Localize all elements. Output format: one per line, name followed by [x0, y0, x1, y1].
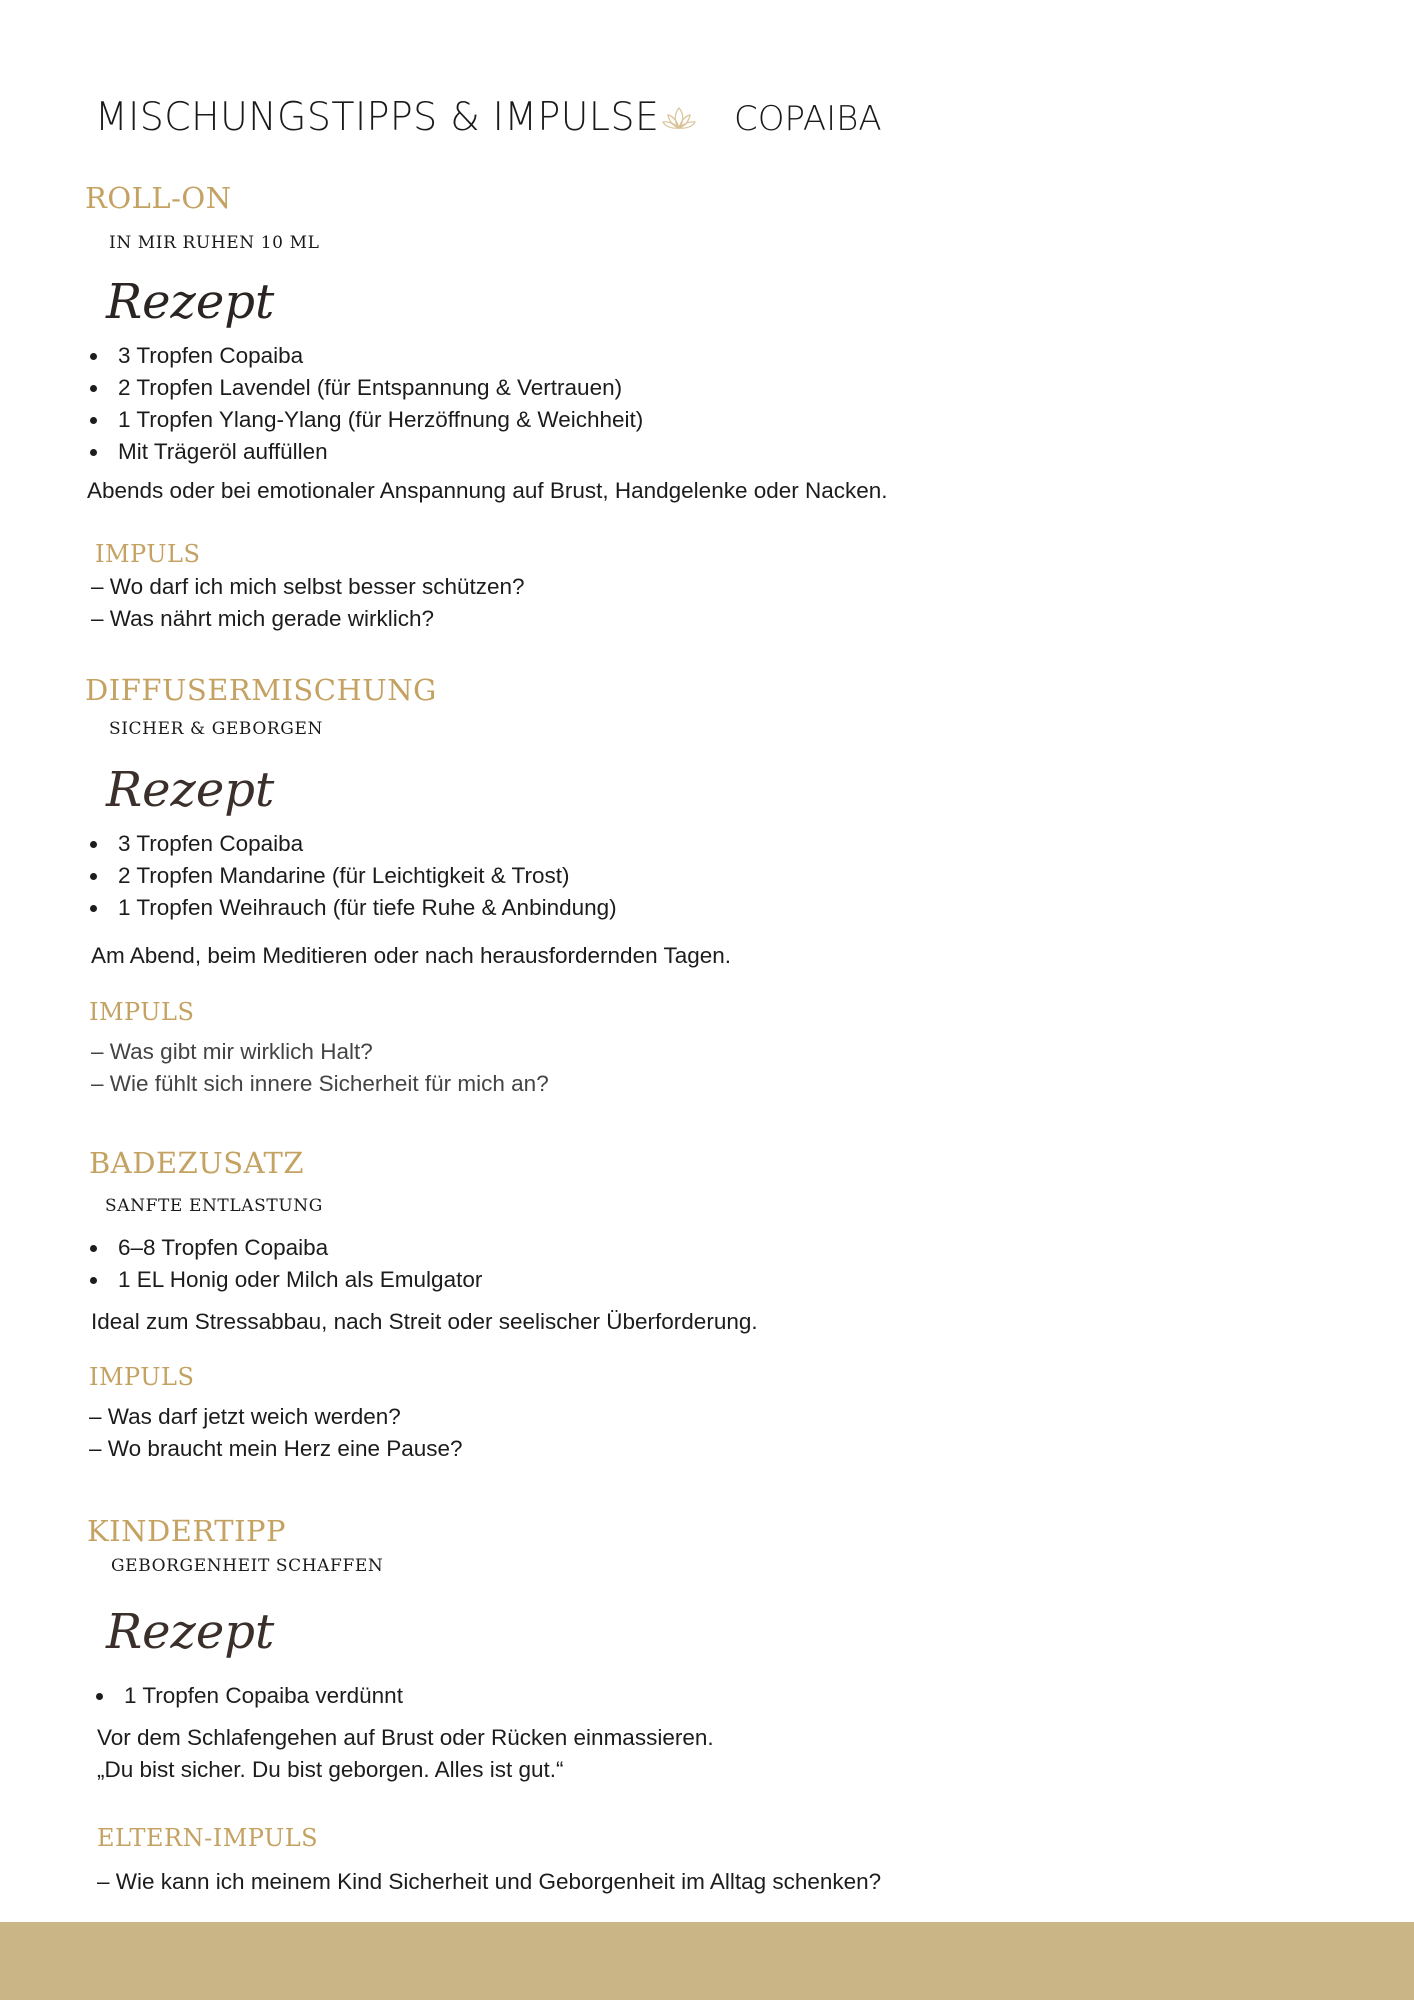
usage-note: Am Abend, beim Meditieren oder nach herausfordernden Tagen.: [91, 943, 731, 968]
usage-note: Ideal zum Stressabbau, nach Streit oder seelischer Überforderung.: [91, 1309, 758, 1334]
recipe-list: [88, 1232, 482, 1296]
impulse-question: – Was nährt mich gerade wirklich?: [91, 606, 435, 631]
rezept-script-label: [104, 754, 275, 834]
section-subheading: SANFTE ENTLASTUNG: [105, 1196, 323, 1216]
oil-name: COPAIBA: [734, 99, 882, 139]
list-item: 1 Tropfen Weihrauch (für tiefe Ruhe & Anbindung): [88, 892, 617, 924]
impulse-heading: IMPULS: [89, 1363, 195, 1391]
page-title: MISCHUNGSTIPPS & IMPULSE: [95, 95, 660, 140]
svg-text:Rezept: Rezept: [106, 762, 275, 818]
usage-note: Abends oder bei emotionaler Anspannung auf Brust, Handgelenke oder Nacken.: [87, 478, 888, 503]
list-item: 2 Tropfen Lavendel (für Entspannung & Vertrauen): [88, 372, 643, 404]
section-subheading: IN MIR RUHEN 10 ML: [109, 233, 320, 253]
svg-text:Rezept: Rezept: [106, 1604, 275, 1660]
section-heading-roll-on: ROLL-ON: [85, 181, 232, 215]
section-subheading: GEBORGENHEIT SCHAFFEN: [111, 1556, 384, 1576]
section-heading-diffuser: DIFFUSERMISCHUNG: [85, 673, 437, 707]
impulse-question: – Was darf jetzt weich werden?: [89, 1404, 401, 1429]
impulse-heading: IMPULS: [89, 998, 195, 1026]
list-item: 3 Tropfen Copaiba: [88, 828, 617, 860]
footer-bar: [0, 1922, 1414, 2000]
impulse-question: – Wie fühlt sich innere Sicherheit für mich an?: [91, 1071, 549, 1096]
rezept-script-label: [104, 1596, 275, 1676]
list-item: 1 EL Honig oder Milch als Emulgator: [88, 1264, 482, 1296]
section-heading-kids: KINDERTIPP: [87, 1514, 287, 1548]
recipe-list: [88, 340, 643, 468]
list-item: 3 Tropfen Copaiba: [88, 340, 643, 372]
impulse-heading: IMPULS: [95, 540, 201, 568]
lotus-icon: [662, 104, 696, 134]
recipe-list: [94, 1680, 403, 1712]
impulse-question: – Was gibt mir wirklich Halt?: [91, 1039, 373, 1064]
list-item: 1 Tropfen Copaiba verdünnt: [94, 1680, 403, 1712]
svg-text:Rezept: Rezept: [106, 274, 275, 330]
list-item: Mit Trägeröl auffüllen: [88, 436, 643, 468]
usage-note: Vor dem Schlafengehen auf Brust oder Rücken einmassieren.: [97, 1725, 714, 1750]
list-item: 6–8 Tropfen Copaiba: [88, 1232, 482, 1264]
recipe-list: [88, 828, 617, 924]
impulse-heading: ELTERN-IMPULS: [97, 1824, 319, 1852]
section-subheading: SICHER & GEBORGEN: [109, 719, 323, 739]
rezept-script-label: [104, 266, 275, 346]
section-heading-bath: BADEZUSATZ: [89, 1146, 304, 1180]
impulse-question: – Wo braucht mein Herz eine Pause?: [89, 1436, 463, 1461]
list-item: 2 Tropfen Mandarine (für Leichtigkeit & Trost): [88, 860, 617, 892]
impulse-question: – Wo darf ich mich selbst besser schützen?: [91, 574, 525, 599]
list-item: 1 Tropfen Ylang-Ylang (für Herzöffnung & Weichheit): [88, 404, 643, 436]
impulse-question: – Wie kann ich meinem Kind Sicherheit und Geborgenheit im Alltag schenken?: [97, 1869, 882, 1894]
affirmation-quote: „Du bist sicher. Du bist geborgen. Alles ist gut.“: [97, 1757, 564, 1782]
